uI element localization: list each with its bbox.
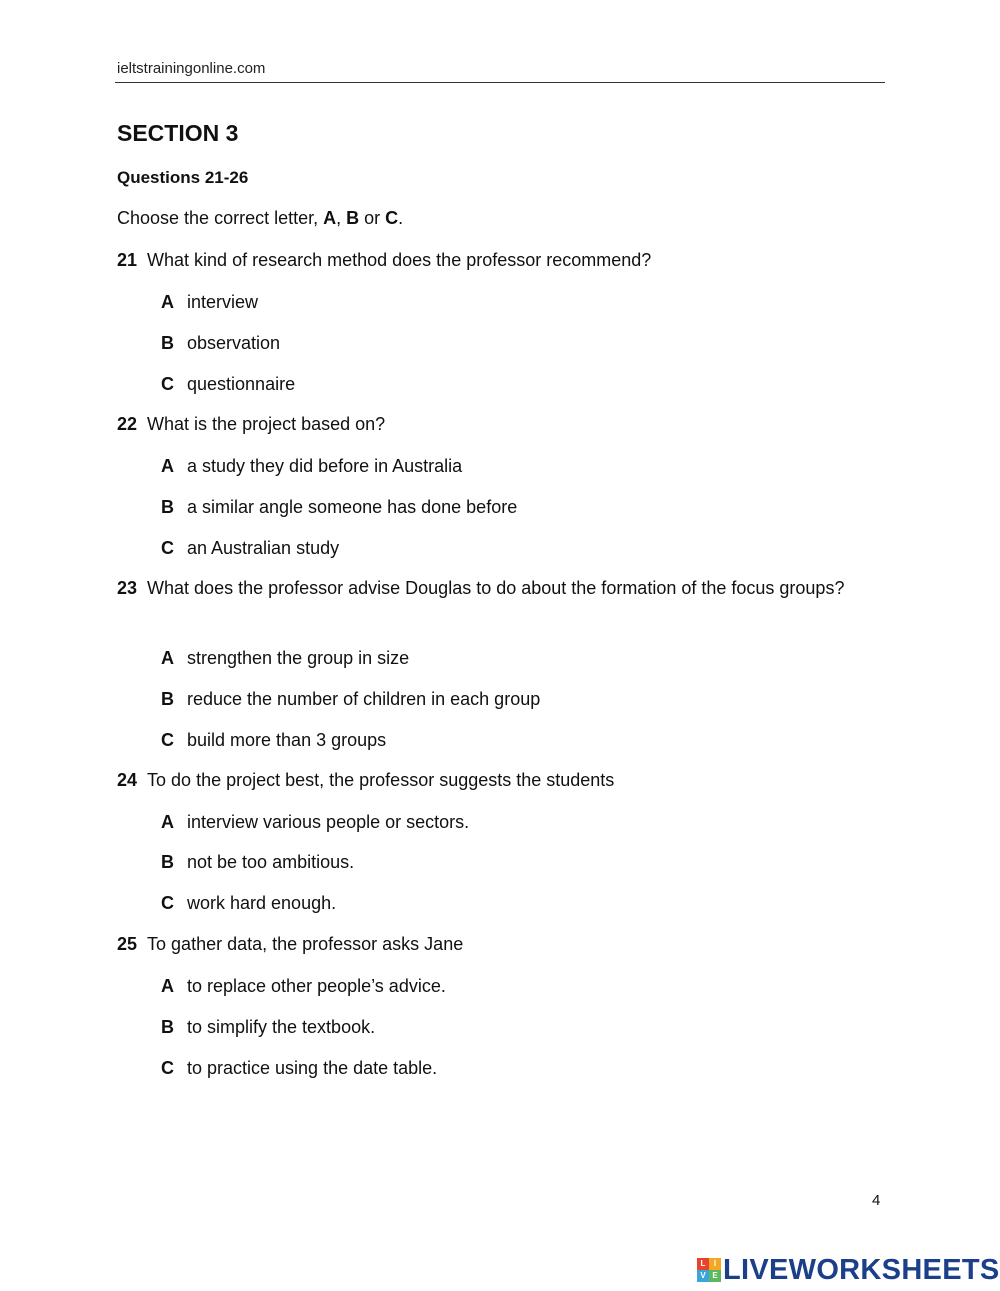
option-21-c[interactable]: [161, 372, 295, 396]
option-text: a study they did before in Australia: [187, 456, 463, 476]
option-22-b[interactable]: [161, 495, 517, 519]
question-text: What is the project based on?: [147, 414, 386, 434]
option-22-a[interactable]: [161, 454, 462, 478]
instruction-letter-b: B: [346, 208, 360, 228]
header-divider: [115, 82, 885, 83]
site-url: ieltstrainingonline.com: [117, 60, 266, 77]
option-22-c[interactable]: [161, 536, 339, 560]
logo-mark-letter: I: [709, 1258, 721, 1270]
option-25-a[interactable]: [161, 974, 446, 998]
question-number: 22: [117, 414, 138, 434]
instruction-prefix: Choose the correct letter,: [117, 208, 324, 228]
question-number: 25: [117, 934, 138, 954]
option-letter: A: [161, 812, 174, 832]
option-21-b[interactable]: [161, 331, 280, 355]
option-letter: C: [161, 538, 174, 558]
question-text: To do the project best, the professor suggests the students: [147, 770, 615, 790]
option-letter: A: [161, 456, 174, 476]
option-23-b[interactable]: [161, 687, 540, 711]
question-number: 23: [117, 578, 138, 598]
question-number: 21: [117, 250, 138, 270]
logo-mark-letter: V: [697, 1270, 709, 1282]
question-text: What does the professor advise Douglas to do about the formation of the focus groups?: [147, 578, 845, 598]
option-text: an Australian study: [187, 538, 340, 558]
option-letter: C: [161, 893, 174, 913]
option-21-a[interactable]: [161, 290, 258, 314]
option-text: not be too ambitious.: [187, 852, 355, 872]
page-number: 4: [872, 1192, 881, 1209]
instruction-letter-a: A: [323, 208, 337, 228]
option-text: work hard enough.: [187, 893, 337, 913]
option-24-b[interactable]: [161, 850, 354, 874]
question-21: [117, 246, 857, 274]
question-range: Questions 21-26: [117, 168, 249, 187]
option-letter: C: [161, 1058, 174, 1078]
question-number: 24: [117, 770, 138, 790]
logo-text: LIVEWORKSHEETS: [723, 1254, 1000, 1286]
option-24-a[interactable]: [161, 810, 469, 834]
option-24-c[interactable]: [161, 891, 336, 915]
question-22: [117, 410, 857, 438]
question-25: [117, 930, 857, 958]
question-text: To gather data, the professor asks Jane: [147, 934, 464, 954]
option-letter: B: [161, 333, 174, 353]
question-23: [117, 574, 857, 602]
option-text: a similar angle someone has done before: [187, 497, 518, 517]
option-text: interview various people or sectors.: [187, 812, 470, 832]
question-24: [117, 766, 857, 794]
option-text: questionnaire: [187, 374, 296, 394]
option-letter: C: [161, 374, 174, 394]
logo-mark-icon: [697, 1258, 721, 1282]
option-text: interview: [187, 292, 259, 312]
option-letter: B: [161, 689, 174, 709]
logo-mark-letter: E: [709, 1270, 721, 1282]
instruction-sep: ,: [336, 208, 347, 228]
question-text: What kind of research method does the professor recommend?: [147, 250, 652, 270]
option-text: to practice using the date table.: [187, 1058, 438, 1078]
option-text: build more than 3 groups: [187, 730, 387, 750]
option-letter: B: [161, 1017, 174, 1037]
instruction-or: or: [359, 208, 386, 228]
option-text: reduce the number of children in each group: [187, 689, 541, 709]
option-23-a[interactable]: [161, 646, 409, 670]
option-letter: A: [161, 648, 174, 668]
instruction-end: .: [398, 208, 404, 228]
option-text: to simplify the textbook.: [187, 1017, 376, 1037]
option-letter: B: [161, 852, 174, 872]
option-letter: B: [161, 497, 174, 517]
option-letter: C: [161, 730, 174, 750]
option-23-c[interactable]: [161, 728, 386, 752]
option-text: to replace other people’s advice.: [187, 976, 446, 996]
option-letter: A: [161, 976, 174, 996]
logo-mark-letter: L: [697, 1258, 709, 1270]
instruction-letter-c: C: [385, 208, 399, 228]
liveworksheets-logo[interactable]: [697, 1255, 1000, 1285]
instruction: [117, 208, 403, 229]
option-25-c[interactable]: [161, 1056, 437, 1080]
option-text: observation: [187, 333, 281, 353]
option-25-b[interactable]: [161, 1015, 375, 1039]
option-letter: A: [161, 292, 174, 312]
section-title: SECTION 3: [117, 120, 239, 146]
option-text: strengthen the group in size: [187, 648, 410, 668]
